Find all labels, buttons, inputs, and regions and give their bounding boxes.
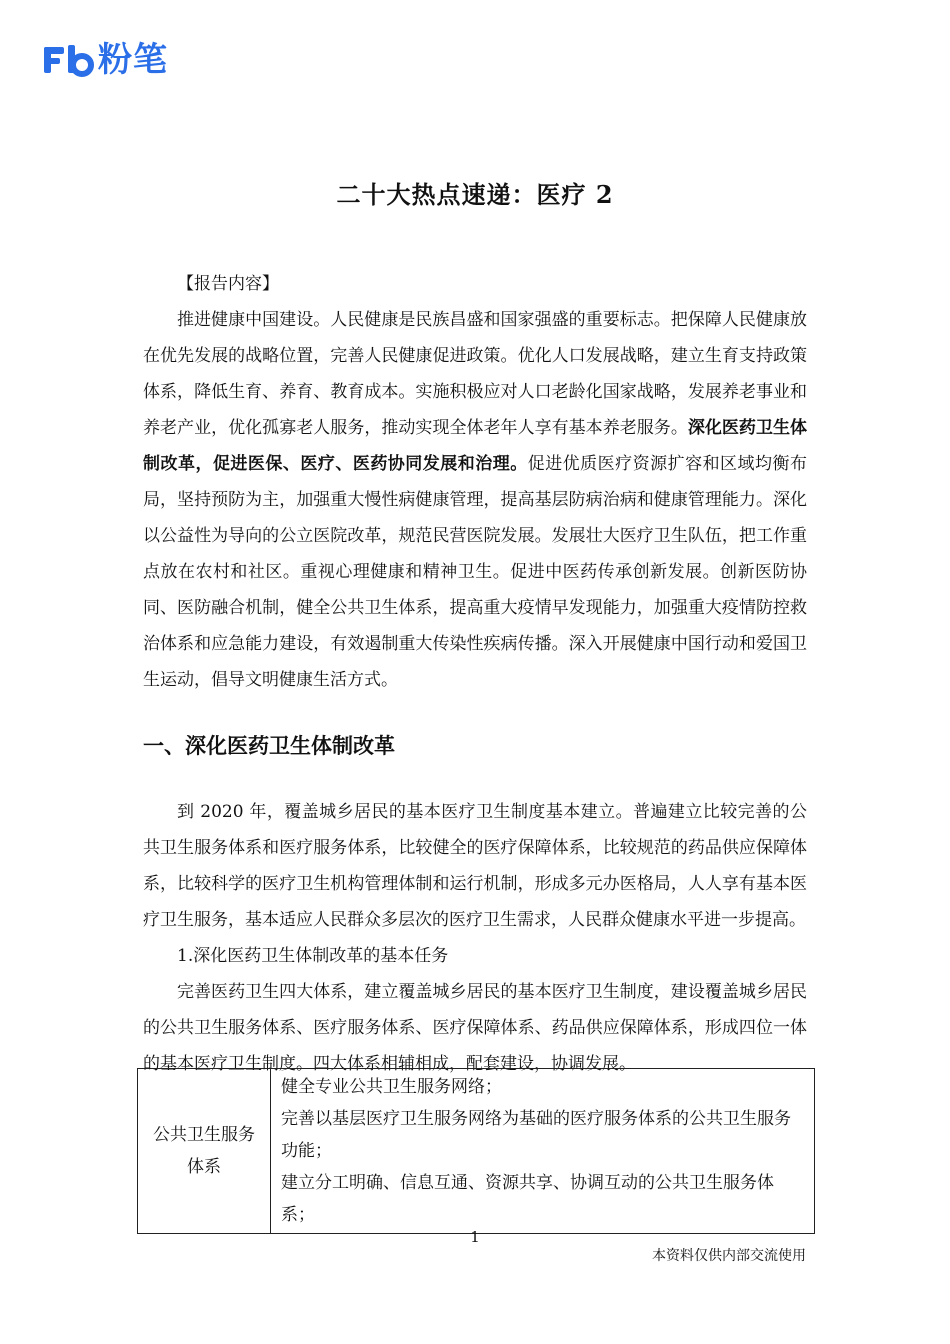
- table-item: 完善以基层医疗卫生服务网络为基础的医疗服务体系的公共卫生服务功能；: [281, 1109, 791, 1161]
- subheading: 1.深化医药卫生体制改革的基本任务: [177, 946, 449, 966]
- section-paragraph-1: 到 2020 年，覆盖城乡居民的基本医疗卫生制度基本建立。普遍建立比较完善的公共卫生服务体系和医疗服务体系，比较健全的医疗保障体系，比较规范的药品供应保障体系，比较科学的医疗卫生机构管理体制和运行机制，形成多元办医格局，人人享有基本医疗卫生服务，基本适应人民群众多层次的医疗卫生需求，人民群众健康水平进一步提高。: [143, 802, 807, 930]
- page-title: 二十大热点速递：医疗 2: [336, 180, 614, 209]
- report-text-bold: 深化医药卫生体制改革，促进医保、医疗、医药协同发展和治理。: [143, 418, 808, 474]
- report-paragraph: [143, 302, 807, 698]
- table-item: 健全专业公共卫生服务网络；: [281, 1077, 502, 1097]
- page-number: 1: [470, 1228, 480, 1246]
- fenbi-logo: [42, 40, 168, 80]
- footer-note: 本资料仅供内部交流使用: [652, 1248, 806, 1264]
- logo-text: 粉笔: [98, 40, 168, 80]
- report-text-pre: 推进健康中国建设。人民健康是民族昌盛和国家强盛的重要标志。把保障人民健康放在优先发展的战略位置，完善人民健康促进政策。优化人口发展战略，建立生育支持政策体系，降低生育、养育、教育成本。实施积极应对人口老龄化国家战略，发展养老事业和养老产业，优化孤寡老人服务，推动实现全体老年人享有基本养老服务。: [143, 310, 807, 438]
- health-system-table: [137, 1068, 815, 1234]
- document-body: [143, 266, 807, 1082]
- fenbi-logo-icon: [42, 41, 96, 79]
- report-label: 【报告内容】: [177, 274, 279, 294]
- report-text-post: 促进优质医疗资源扩容和区域均衡布局，坚持预防为主，加强重大慢性病健康管理，提高基层防病治病和健康管理能力。深化以公益性为导向的公立医院改革，规范民营医院发展。发展壮大医疗卫生队伍，把工作重点放在农村和社区。重视心理健康和精神卫生。促进中医药传承创新发展。创新医防协同、医防融合机制，健全公共卫生体系，提高重大疫情早发现能力，加强重大疫情防控救治体系和应急能力建设，有效遏制重大传染性疾病传播。深入开展健康中国行动和爱国卫生运动，倡导文明健康生活方式。: [143, 454, 807, 690]
- table-row: [138, 1069, 815, 1234]
- section-paragraph-2: 完善医药卫生四大体系，建立覆盖城乡居民的基本医疗卫生制度，建设覆盖城乡居民的公共卫生服务体系、医疗服务体系、医疗保障体系、药品供应保障体系，形成四位一体的基本医疗卫生制度。四大体系相辅相成，配套建设，协调发展。: [143, 982, 807, 1074]
- section-heading: 一、深化医药卫生体制改革: [143, 733, 395, 758]
- table-row-items: [271, 1069, 815, 1234]
- table-row-label: 公共卫生服务体系: [138, 1069, 271, 1234]
- table-item: 建立分工明确、信息互通、资源共享、协调互动的公共卫生服务体系；: [281, 1173, 774, 1225]
